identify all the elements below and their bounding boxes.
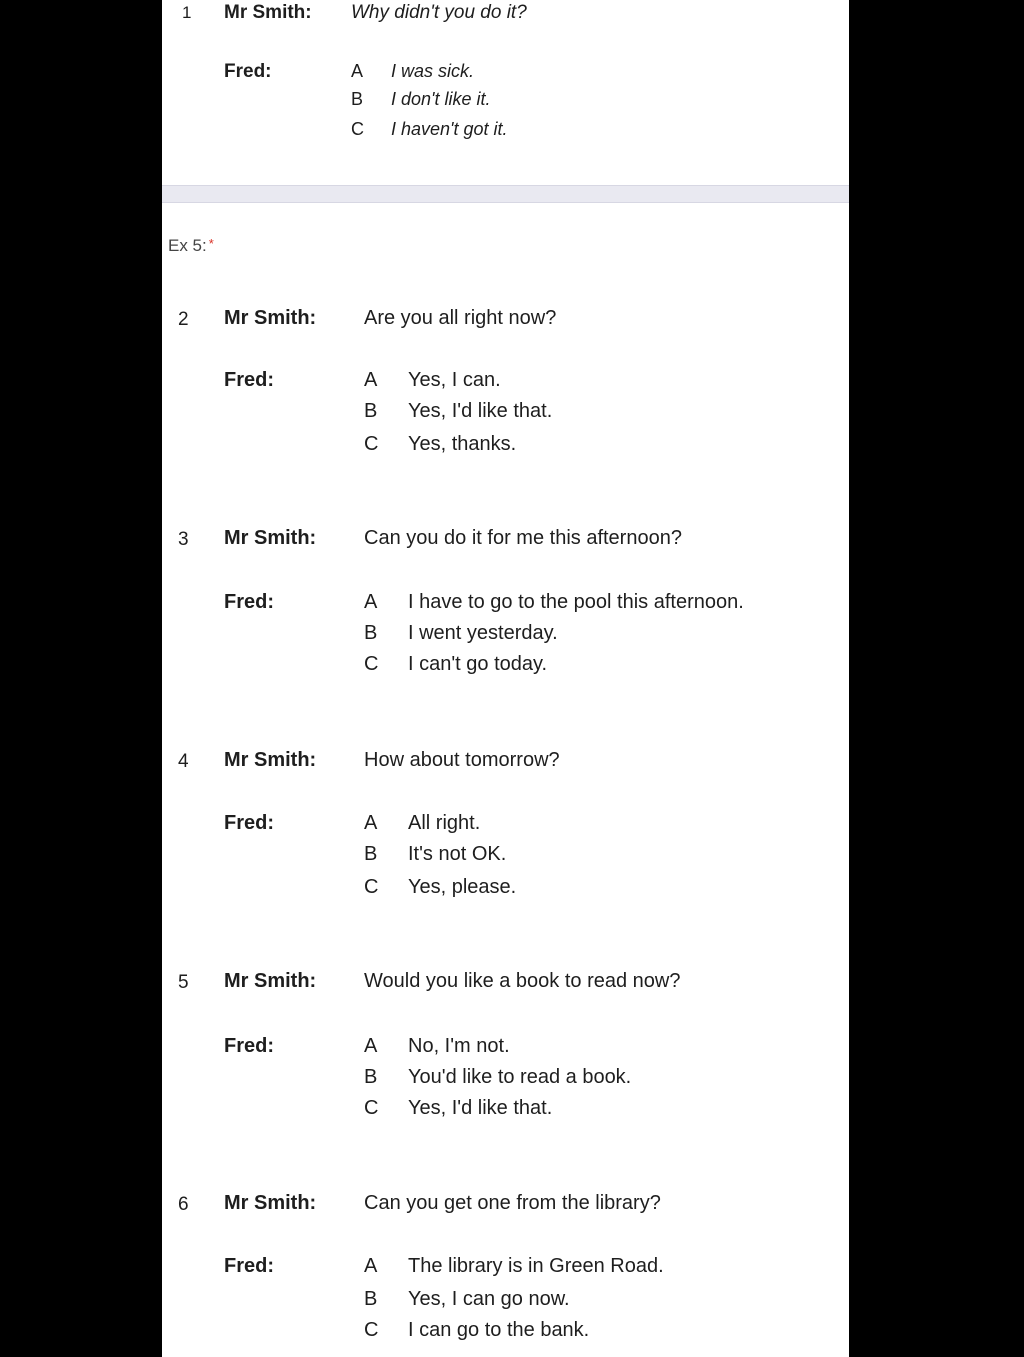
- option-text: Yes, please.: [408, 876, 517, 898]
- option-b: [364, 622, 558, 645]
- question-text: How about tomorrow?: [364, 749, 560, 771]
- section-separator: [162, 185, 849, 203]
- respondent-label: Fred:: [224, 1255, 274, 1277]
- option-c: [364, 653, 547, 676]
- option-text: No, I'm not.: [408, 1035, 510, 1057]
- option-letter: B: [364, 843, 378, 865]
- option-b: [364, 1288, 570, 1311]
- option-text: I can't go today.: [408, 653, 548, 675]
- option-a: [351, 61, 474, 82]
- option-b: [364, 1066, 631, 1089]
- option-letter: A: [364, 1255, 378, 1277]
- speaker-label: Mr Smith:: [224, 970, 317, 992]
- option-text: I don't like it.: [391, 89, 491, 109]
- option-b: [364, 400, 552, 423]
- option-b: [364, 843, 506, 866]
- question-text: Why didn't you do it?: [351, 2, 527, 23]
- option-c: [364, 1097, 552, 1120]
- option-a: [364, 369, 501, 392]
- option-text: Yes, I can.: [408, 369, 501, 391]
- option-text: The library is in Green Road.: [408, 1255, 664, 1277]
- option-text: I went yesterday.: [408, 622, 558, 644]
- option-letter: B: [364, 1288, 378, 1310]
- option-letter: A: [364, 591, 378, 613]
- question-number: 2: [178, 309, 189, 330]
- respondent-label: Fred:: [224, 591, 274, 613]
- question-text: Can you get one from the library?: [364, 1192, 661, 1214]
- respondent-label: Fred:: [224, 369, 274, 391]
- option-text: I was sick.: [391, 61, 475, 81]
- option-letter: B: [364, 622, 378, 644]
- section-label-text: Ex 5:: [168, 236, 207, 255]
- form-page: [162, 0, 849, 1357]
- question-number: 3: [178, 529, 189, 550]
- option-letter: C: [364, 1097, 379, 1119]
- option-b: [351, 89, 490, 110]
- section-title: [168, 236, 214, 256]
- option-c: [351, 119, 508, 140]
- option-text: You'd like to read a book.: [408, 1066, 632, 1088]
- speaker-label: Mr Smith:: [224, 307, 317, 329]
- speaker-label: Mr Smith:: [224, 1192, 317, 1214]
- option-text: It's not OK.: [408, 843, 507, 865]
- option-c: [364, 1319, 589, 1342]
- option-text: Yes, I'd like that.: [408, 1097, 553, 1119]
- option-letter: B: [351, 89, 364, 109]
- respondent-label: Fred:: [224, 61, 272, 82]
- option-text: I haven't got it.: [391, 119, 508, 139]
- option-a: [364, 812, 480, 835]
- question-text: Are you all right now?: [364, 307, 557, 329]
- option-letter: B: [364, 1066, 378, 1088]
- option-letter: C: [364, 433, 379, 455]
- option-letter: A: [364, 1035, 378, 1057]
- respondent-label: Fred:: [224, 812, 274, 834]
- option-c: [364, 876, 516, 899]
- question-text: Can you do it for me this afternoon?: [364, 527, 682, 549]
- option-text: Yes, I can go now.: [408, 1288, 570, 1310]
- speaker-label: Mr Smith:: [224, 527, 317, 549]
- option-text: Yes, I'd like that.: [408, 400, 553, 422]
- required-mark: *: [208, 236, 214, 251]
- option-a: [364, 591, 744, 614]
- question-number: 6: [178, 1194, 189, 1215]
- option-letter: B: [364, 400, 378, 422]
- option-text: I can go to the bank.: [408, 1319, 590, 1341]
- option-c: [364, 433, 516, 456]
- option-a: [364, 1255, 664, 1278]
- question-text: Would you like a book to read now?: [364, 970, 681, 992]
- speaker-label: Mr Smith:: [224, 749, 317, 771]
- question-number: 5: [178, 972, 189, 993]
- option-letter: C: [364, 1319, 379, 1341]
- question-number: 1: [182, 3, 192, 22]
- question-number: 4: [178, 751, 189, 772]
- option-letter: A: [364, 812, 378, 834]
- speaker-label: Mr Smith:: [224, 2, 312, 23]
- respondent-label: Fred:: [224, 1035, 274, 1057]
- option-letter: A: [364, 369, 378, 391]
- option-letter: C: [364, 653, 379, 675]
- option-text: Yes, thanks.: [408, 433, 517, 455]
- option-letter: A: [351, 61, 364, 81]
- option-letter: C: [364, 876, 379, 898]
- option-letter: C: [351, 119, 364, 139]
- option-text: All right.: [408, 812, 481, 834]
- option-a: [364, 1035, 510, 1058]
- option-text: I have to go to the pool this afternoon.: [408, 591, 744, 613]
